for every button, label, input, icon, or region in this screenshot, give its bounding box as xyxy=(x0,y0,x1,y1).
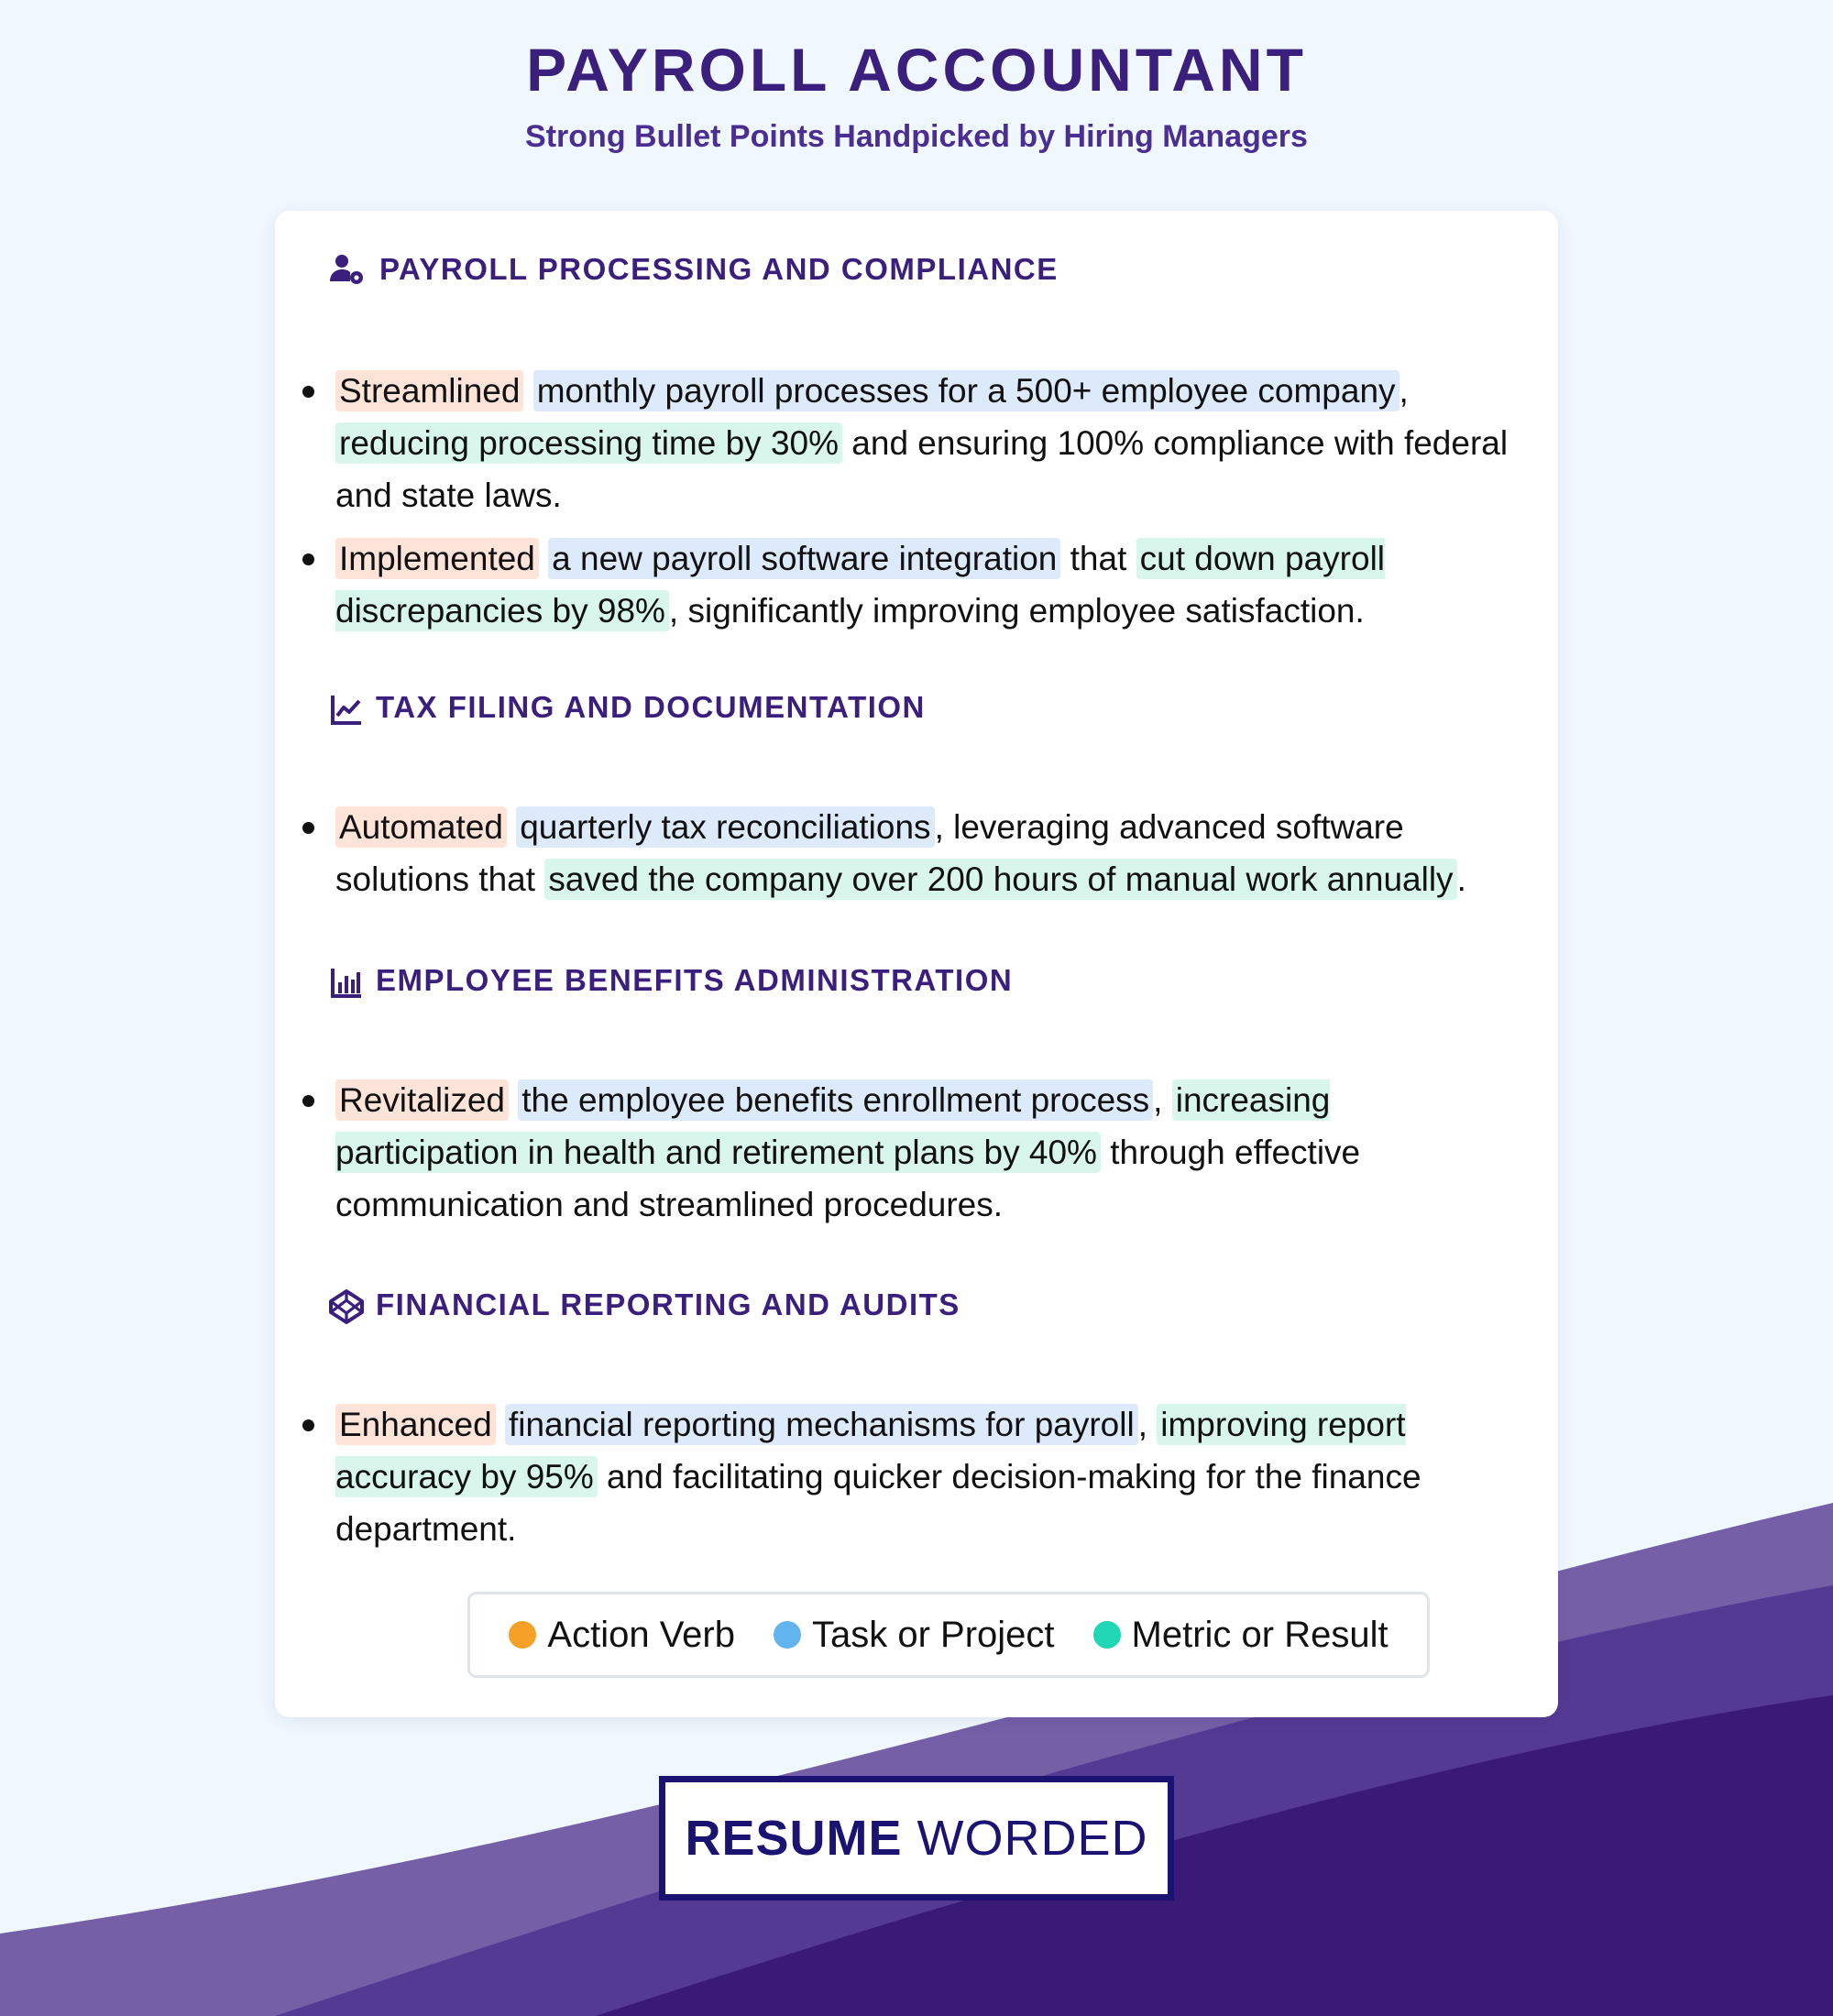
bullet-points-card xyxy=(275,211,1558,1717)
section-title: EMPLOYEE BENEFITS ADMINISTRATION xyxy=(376,963,1014,997)
bullet-item xyxy=(275,1074,1509,1231)
section-heading xyxy=(328,687,926,728)
action-verb: Automated xyxy=(335,806,507,848)
bullet-rest: . xyxy=(1456,860,1466,898)
bullet-item xyxy=(275,365,1509,521)
bullet-item xyxy=(275,532,1509,637)
bullet-connector: , leveraging advanced software solutions that xyxy=(335,808,1404,898)
task-phrase: financial reporting mechanisms for payroll xyxy=(505,1404,1138,1445)
page-title: PAYROLL ACCOUNTANT xyxy=(526,36,1307,104)
bullet-connector: , xyxy=(1399,372,1409,410)
teal-dot-icon xyxy=(1093,1621,1121,1649)
logo-bold-text: RESUME xyxy=(685,1811,903,1866)
section-heading xyxy=(328,1285,960,1325)
blue-dot-icon xyxy=(774,1621,801,1649)
bullet-connector: that xyxy=(1070,540,1127,577)
section-heading xyxy=(328,960,1013,1001)
bar-chart-icon xyxy=(328,964,361,997)
legend-metric xyxy=(1093,1615,1388,1656)
metric-phrase: saved the company over 200 hours of manual work annually xyxy=(544,859,1456,900)
legend-label: Metric or Result xyxy=(1131,1614,1388,1655)
bullet-list xyxy=(275,801,1558,916)
task-phrase: a new payroll software integration xyxy=(548,538,1060,579)
bullet-rest: through effective communication and streamlined procedures. xyxy=(335,1134,1361,1223)
bullet-item xyxy=(275,1398,1509,1555)
legend-task xyxy=(774,1615,1055,1656)
highlight-legend xyxy=(467,1592,1430,1678)
section-title: TAX FILING AND DOCUMENTATION xyxy=(376,690,926,724)
action-verb: Enhanced xyxy=(335,1404,496,1445)
metric-phrase: reducing processing time by 30% xyxy=(335,422,842,464)
bullet-rest: , significantly improving employee satisfaction. xyxy=(668,592,1365,630)
bullet-connector: , xyxy=(1137,1406,1147,1443)
page-header xyxy=(0,35,1833,155)
user-gear-icon xyxy=(328,251,365,288)
bullet-rest: and ensuring 100% compliance with federal and state laws. xyxy=(335,424,1509,514)
codepen-icon xyxy=(328,1288,361,1321)
legend-label: Action Verb xyxy=(547,1614,735,1655)
section-title: FINANCIAL REPORTING AND AUDITS xyxy=(376,1287,960,1321)
bullet-list xyxy=(275,1074,1558,1242)
metric-phrase: cut down payroll discrepancies by 98% xyxy=(335,540,1386,630)
metric-phrase: improving report accuracy by 95% xyxy=(335,1406,1406,1496)
line-chart-icon xyxy=(328,691,361,724)
section-heading xyxy=(328,249,1059,290)
orange-dot-icon xyxy=(509,1621,536,1649)
bullet-list xyxy=(275,1398,1558,1566)
metric-phrase: increasing participation in health and retirement plans by 40% xyxy=(335,1081,1331,1171)
bullet-connector: , xyxy=(1153,1081,1163,1119)
bullet-list xyxy=(275,365,1558,648)
bullet-item xyxy=(275,801,1509,905)
page-subtitle: Strong Bullet Points Handpicked by Hiring Managers xyxy=(525,119,1308,154)
action-verb: Implemented xyxy=(335,538,539,579)
section-title: PAYROLL PROCESSING AND COMPLIANCE xyxy=(379,252,1059,286)
action-verb: Streamlined xyxy=(335,370,523,411)
resume-worded-logo[interactable] xyxy=(659,1776,1174,1901)
action-verb: Revitalized xyxy=(335,1079,509,1121)
task-phrase: the employee benefits enrollment process xyxy=(518,1079,1153,1121)
bullet-rest: and facilitating quicker decision-making for the finance department. xyxy=(335,1458,1421,1548)
legend-label: Task or Project xyxy=(811,1614,1055,1655)
legend-action-verb xyxy=(509,1615,735,1656)
logo-light-text: WORDED xyxy=(916,1811,1148,1866)
task-phrase: monthly payroll processes for a 500+ employee company xyxy=(533,370,1399,411)
task-phrase: quarterly tax reconciliations xyxy=(516,806,934,848)
